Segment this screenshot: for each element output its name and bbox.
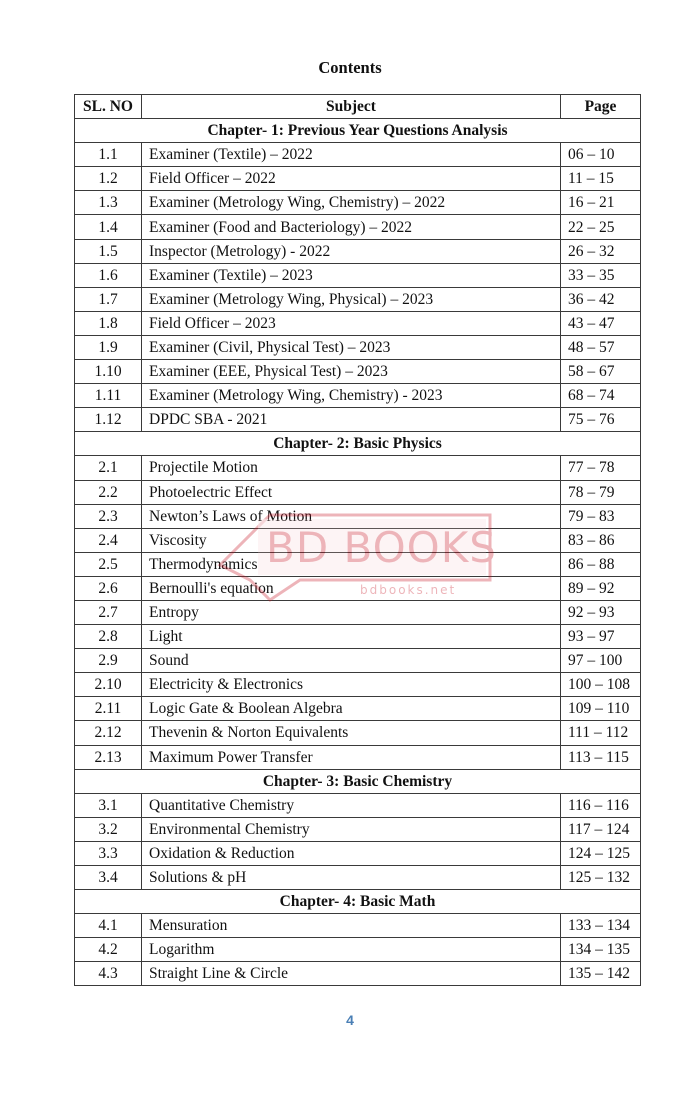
watermark-text: BD BOOKS [266,523,497,572]
subject-cell: Mensuration [142,914,561,938]
sl-number-cell: 4.1 [75,914,142,938]
page-range-cell: 133 – 134 [561,914,641,938]
table-row [75,817,641,841]
table-row [75,600,641,624]
chapter-title: Chapter- 4: Basic Math [75,890,641,914]
table-row [75,576,641,600]
sl-number-cell: 2.13 [75,745,142,769]
table-row [75,528,641,552]
subject-cell: Quantitative Chemistry [142,793,561,817]
subject-cell: Examiner (Metrology Wing, Chemistry) - 2023 [142,384,561,408]
table-row [75,263,641,287]
page-range-cell: 89 – 92 [561,576,641,600]
page-range-cell: 36 – 42 [561,287,641,311]
subject-cell: Entropy [142,600,561,624]
page-title: Contents [318,58,382,77]
sl-number-cell: 2.4 [75,528,142,552]
page-range-cell: 86 – 88 [561,552,641,576]
sl-number-cell: 2.10 [75,673,142,697]
page-range-cell: 100 – 108 [561,673,641,697]
subject-cell: Field Officer – 2022 [142,167,561,191]
table-row [75,866,641,890]
contents-table [74,94,641,986]
table-header-row [75,95,641,119]
page-range-cell: 58 – 67 [561,360,641,384]
subject-cell: Light [142,625,561,649]
subject-cell: Oxidation & Reduction [142,841,561,865]
subject-cell: Examiner (Metrology Wing, Chemistry) – 2022 [142,191,561,215]
sl-number-cell: 1.9 [75,335,142,359]
sl-number-cell: 1.1 [75,143,142,167]
sl-number-cell: 4.2 [75,938,142,962]
sl-number-cell: 2.8 [75,625,142,649]
sl-number-cell: 3.1 [75,793,142,817]
chapter-row [75,119,641,143]
sl-number-cell: 2.9 [75,649,142,673]
page-range-cell: 134 – 135 [561,938,641,962]
subject-cell: Examiner (Textile) – 2023 [142,263,561,287]
header-sl-no: SL. NO [75,95,142,119]
sl-number-cell: 2.1 [75,456,142,480]
subject-cell: Thermodynamics [142,552,561,576]
sl-number-cell: 1.12 [75,408,142,432]
chapter-row [75,890,641,914]
table-row [75,239,641,263]
sl-number-cell: 2.11 [75,697,142,721]
page-range-cell: 124 – 125 [561,841,641,865]
watermark-subtext: bdbooks.net [360,583,457,597]
sl-number-cell: 1.4 [75,215,142,239]
sl-number-cell: 1.3 [75,191,142,215]
page-range-cell: 117 – 124 [561,817,641,841]
subject-cell: Thevenin & Norton Equivalents [142,721,561,745]
table-row [75,456,641,480]
table-row [75,215,641,239]
sl-number-cell: 3.4 [75,866,142,890]
table-row [75,384,641,408]
table-row [75,480,641,504]
subject-cell: Inspector (Metrology) - 2022 [142,239,561,263]
table-row [75,552,641,576]
subject-cell: Bernoulli's equation [142,576,561,600]
chapter-title: Chapter- 1: Previous Year Questions Analysis [75,119,641,143]
subject-cell: Field Officer – 2023 [142,311,561,335]
page-range-cell: 43 – 47 [561,311,641,335]
table-row [75,143,641,167]
page-range-cell: 33 – 35 [561,263,641,287]
sl-number-cell: 1.5 [75,239,142,263]
page-range-cell: 75 – 76 [561,408,641,432]
page-range-cell: 92 – 93 [561,600,641,624]
contents-body [75,119,641,986]
table-row [75,408,641,432]
table-row [75,625,641,649]
subject-cell: Logic Gate & Boolean Algebra [142,697,561,721]
page-range-cell: 77 – 78 [561,456,641,480]
sl-number-cell: 1.11 [75,384,142,408]
sl-number-cell: 2.3 [75,504,142,528]
page-range-cell: 116 – 116 [561,793,641,817]
table-row [75,167,641,191]
chapter-title: Chapter- 2: Basic Physics [75,432,641,456]
page-range-cell: 48 – 57 [561,335,641,359]
page-range-cell: 135 – 142 [561,962,641,986]
sl-number-cell: 1.2 [75,167,142,191]
table-row [75,504,641,528]
chapter-title: Chapter- 3: Basic Chemistry [75,769,641,793]
table-row [75,287,641,311]
sl-number-cell: 2.7 [75,600,142,624]
sl-number-cell: 1.8 [75,311,142,335]
table-row [75,191,641,215]
page-range-cell: 06 – 10 [561,143,641,167]
subject-cell: Examiner (Food and Bacteriology) – 2022 [142,215,561,239]
page-number: 4 [346,1012,354,1028]
table-row [75,697,641,721]
sl-number-cell: 2.5 [75,552,142,576]
page-range-cell: 97 – 100 [561,649,641,673]
table-row [75,335,641,359]
subject-cell: Maximum Power Transfer [142,745,561,769]
table-row [75,673,641,697]
sl-number-cell: 2.6 [75,576,142,600]
subject-cell: DPDC SBA - 2021 [142,408,561,432]
sl-number-cell: 2.2 [75,480,142,504]
table-row [75,745,641,769]
sl-number-cell: 3.3 [75,841,142,865]
subject-cell: Electricity & Electronics [142,673,561,697]
table-row [75,793,641,817]
subject-cell: Examiner (Textile) – 2022 [142,143,561,167]
sl-number-cell: 1.6 [75,263,142,287]
chapter-row [75,432,641,456]
page-range-cell: 26 – 32 [561,239,641,263]
subject-cell: Examiner (EEE, Physical Test) – 2023 [142,360,561,384]
subject-cell: Solutions & pH [142,866,561,890]
page-range-cell: 93 – 97 [561,625,641,649]
header-page: Page [561,95,641,119]
sl-number-cell: 3.2 [75,817,142,841]
sl-number-cell: 2.12 [75,721,142,745]
page-range-cell: 109 – 110 [561,697,641,721]
header-subject: Subject [142,95,561,119]
page-range-cell: 111 – 112 [561,721,641,745]
page-range-cell: 68 – 74 [561,384,641,408]
subject-cell: Photoelectric Effect [142,480,561,504]
subject-cell: Newton’s Laws of Motion [142,504,561,528]
table-row [75,360,641,384]
sl-number-cell: 1.7 [75,287,142,311]
sl-number-cell: 4.3 [75,962,142,986]
chapter-row [75,769,641,793]
subject-cell: Sound [142,649,561,673]
subject-cell: Viscosity [142,528,561,552]
table-row [75,962,641,986]
subject-cell: Environmental Chemistry [142,817,561,841]
page-range-cell: 78 – 79 [561,480,641,504]
table-row [75,649,641,673]
table-row [75,311,641,335]
page-range-cell: 79 – 83 [561,504,641,528]
subject-cell: Examiner (Civil, Physical Test) – 2023 [142,335,561,359]
page-range-cell: 125 – 132 [561,866,641,890]
sl-number-cell: 1.10 [75,360,142,384]
page-range-cell: 113 – 115 [561,745,641,769]
page-range-cell: 22 – 25 [561,215,641,239]
subject-cell: Examiner (Metrology Wing, Physical) – 2023 [142,287,561,311]
page-range-cell: 16 – 21 [561,191,641,215]
subject-cell: Straight Line & Circle [142,962,561,986]
table-row [75,721,641,745]
page-range-cell: 83 – 86 [561,528,641,552]
table-row [75,938,641,962]
subject-cell: Projectile Motion [142,456,561,480]
page-range-cell: 11 – 15 [561,167,641,191]
table-row [75,841,641,865]
table-row [75,914,641,938]
subject-cell: Logarithm [142,938,561,962]
